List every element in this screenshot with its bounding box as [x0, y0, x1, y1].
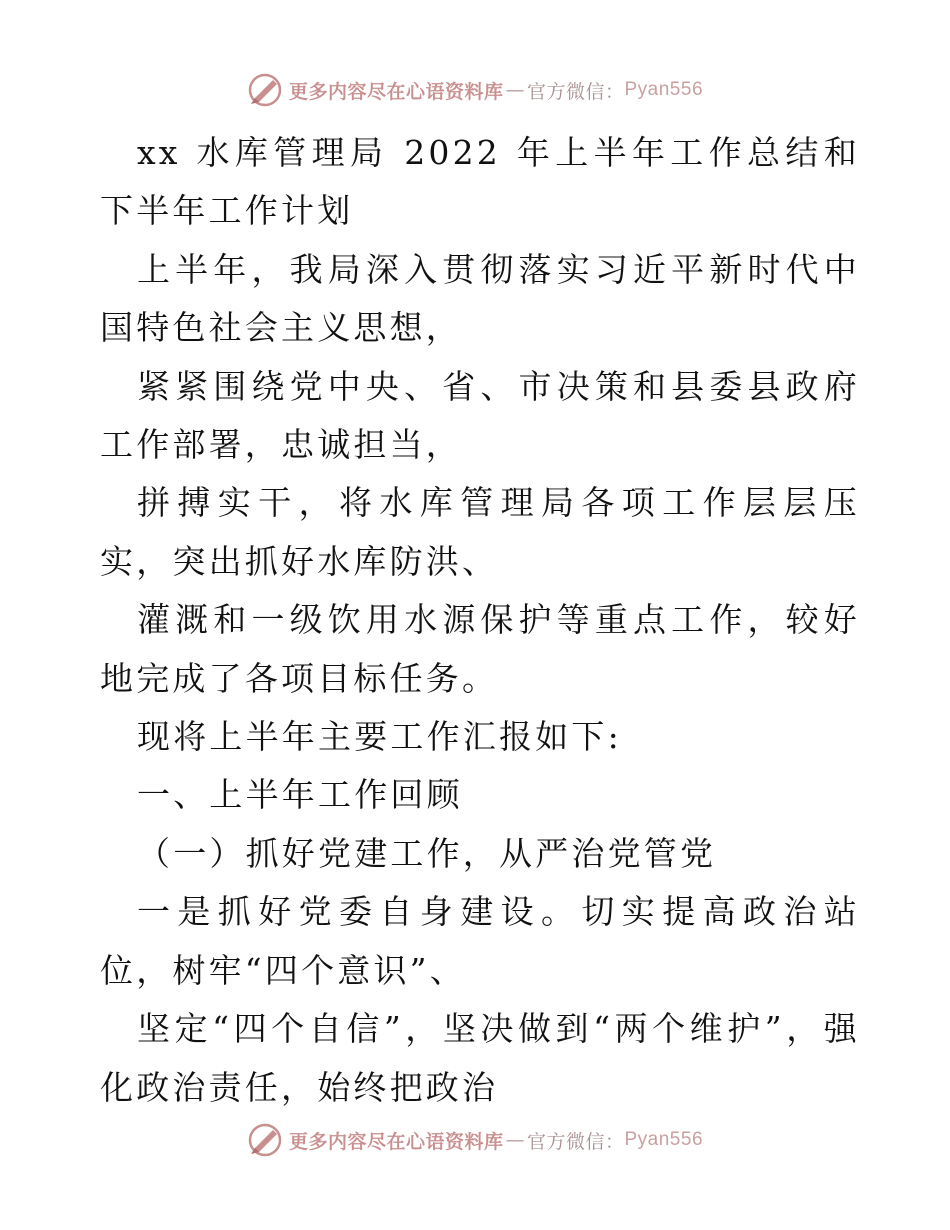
subsection-heading: （一）抓好党建工作，从严治党管党: [137, 833, 717, 873]
paragraph: 一是抓好党委自身建设。切实提高政治站位，树牢“四个意识”、: [100, 892, 860, 990]
watermark-official-label: 官方微信：: [526, 80, 625, 103]
watermark-wechat-id: Pyan556: [624, 1129, 704, 1150]
paragraph: 紧紧围绕党中央、省、市决策和县委县政府工作部署，忠诚担当，: [100, 366, 860, 465]
watermark-official-label: 官方微信：: [526, 1130, 625, 1153]
paragraph: 灌溉和一级饮用水源保护等重点工作，较好地完成了各项目标任务。: [100, 600, 860, 698]
paragraph: 现将上半年主要工作汇报如下:: [137, 717, 622, 757]
watermark-wechat-id: Pyan556: [624, 79, 704, 100]
document-title: xx 水库管理局 2022 年上半年工作总结和下半年工作计划: [100, 133, 860, 231]
paragraph: 上半年，我局深入贯彻落实习近平新时代中国特色社会主义思想，: [100, 249, 860, 348]
paragraph: 坚定“四个自信”，坚决做到“两个维护”，强化政治责任，始终把政治: [100, 1009, 860, 1107]
pen-emblem-icon: [247, 72, 283, 108]
pen-emblem-icon: [247, 1122, 283, 1158]
section-heading: 一、上半年工作回顾: [137, 775, 463, 815]
footer-watermark: [0, 1120, 950, 1160]
watermark-separator: —: [505, 1129, 525, 1151]
header-watermark: [0, 70, 950, 110]
paragraph: 拼搏实干，将水库管理局各项工作层层压实，突出抓好水库防洪、: [100, 483, 860, 581]
watermark-brand: 更多内容尽在心语资料库: [288, 80, 504, 103]
watermark-separator: —: [505, 79, 525, 101]
document-body: [100, 124, 860, 1117]
watermark-brand: 更多内容尽在心语资料库: [288, 1130, 504, 1153]
